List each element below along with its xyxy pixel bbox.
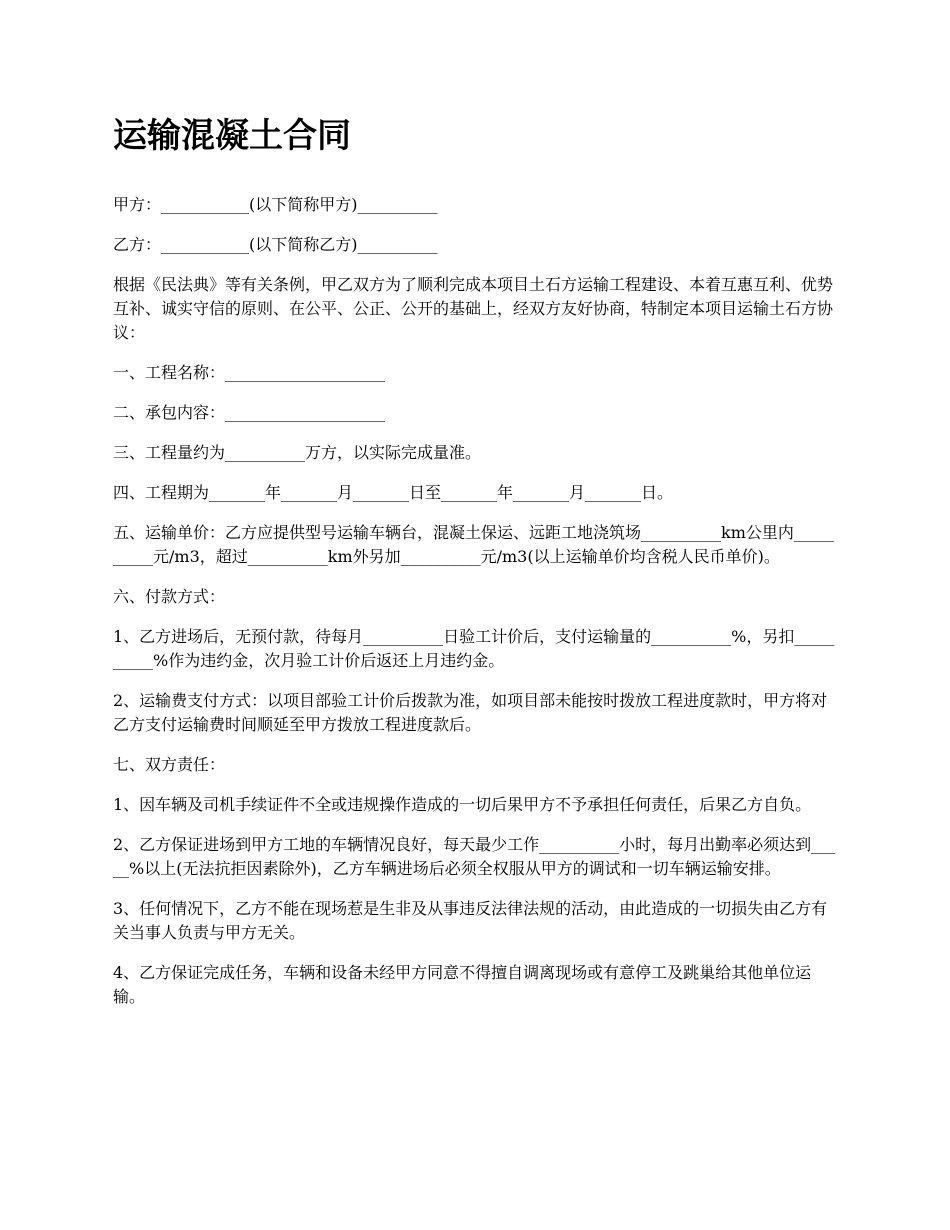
responsibility-item-3: 3、任何情况下，乙方不能在现场惹是生非及从事违反法律法规的活动，由此造成的一切损失由乙方有关当事人负责与甲方无关。 xyxy=(113,899,828,942)
document-title: 运输混凝土合同 xyxy=(113,116,351,156)
clause-work-period: 四、工程期为_______年_______月_______日至_______年_______月_______日。 xyxy=(113,483,674,502)
party-b-line: 乙方：___________(以下简称乙方)__________ xyxy=(113,235,438,254)
responsibility-item-2: 2、乙方保证进场到甲方工地的车辆情况良好，每天最少工作__________小时，每月出勤率必须达到_____%以上(无法抗拒因素除外)，乙方车辆进场后必须全权服从甲方的调试和一切车辆运输安排。 xyxy=(113,835,836,878)
preamble-paragraph: 根据《民法典》等有关条例，甲乙双方为了顺利完成本项目土石方运输工程建设、本着互惠互利、优势互补、诚实守信的原则、在公平、公正、公开的基础上，经双方友好协商，特制定本项目运输土石方协议： xyxy=(113,275,834,342)
payment-item-1: 1、乙方进场后，无预付款，待每月__________日验工计价后，支付运输量的__________%，另扣__________%作为违约金，次月验工计价后返还上月违约金。 xyxy=(113,627,835,670)
clause-unit-price: 五、运输单价：乙方应提供型号运输车辆台，混凝土保运、远距工地浇筑场__________km公里内__________元/m3，超过__________km外另加__________元/m3(以上运输单价均含税人民币单价)。 xyxy=(113,523,834,566)
responsibility-item-1: 1、因车辆及司机手续证件不全或违规操作造成的一切后果甲方不予承担任何责任，后果乙方自负。 xyxy=(113,795,812,814)
responsibility-item-4: 4、乙方保证完成任务，车辆和设备未经甲方同意不得擅自调离现场或有意停工及跳巢给其他单位运输。 xyxy=(113,963,812,1006)
party-a-line: 甲方：___________(以下简称甲方)__________ xyxy=(113,195,438,214)
section-responsibility-heading: 七、双方责任： xyxy=(113,755,226,774)
clause-work-quantity: 三、工程量约为__________万方，以实际完成量准。 xyxy=(113,443,482,462)
contract-page xyxy=(113,112,840,1025)
section-payment-heading: 六、付款方式： xyxy=(113,587,226,606)
clause-contract-content: 二、承包内容：____________________ xyxy=(113,403,386,422)
payment-item-2: 2、运输费支付方式：以项目部验工计价后拨款为准，如项目部未能按时拨放工程进度款时，甲方将对乙方支付运输费时间顺延至甲方拨放工程进度款后。 xyxy=(113,691,828,734)
clause-project-name: 一、工程名称：____________________ xyxy=(113,363,386,382)
